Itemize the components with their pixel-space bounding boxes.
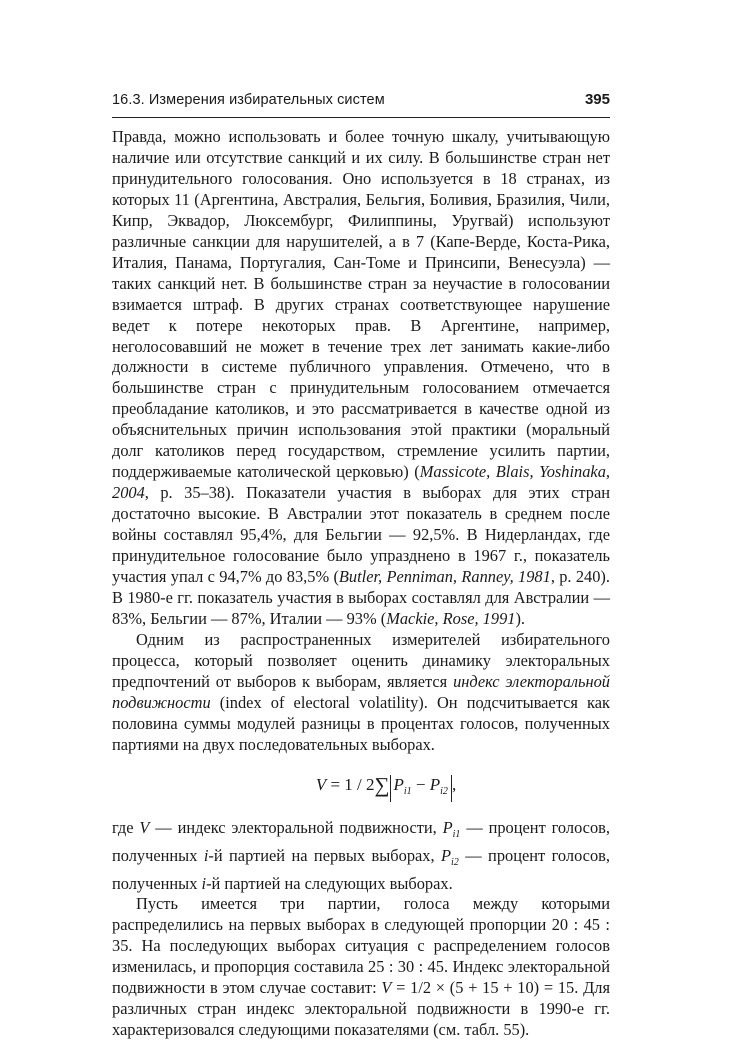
header-rule — [112, 117, 610, 118]
paragraph-example: Пусть имеется три партии, голоса между которыми распределились на первых выборах в следующей пропорции 20 : 45 : 35. На последующих выборах ситуация с распределением голосов изменилась, и пропорция составила 25 : 30 : 45. Индекс электоральной подвижности в этом случае составит: V = 1/2 × (5 + 15 + 10) = 15. Для различных стран индекс электоральной подвижности в 1990-е гг. характеризовался следующими показателями (см. табл. 55). — [112, 894, 610, 1040]
volatility-formula: V = 1 / 2∑ $P_{i1} - P_{i2}$ , — [162, 775, 610, 802]
sum-symbol: ∑ — [374, 772, 390, 797]
citation: Mackie, Rose, 1991 — [386, 608, 516, 628]
citation: Butler, Penniman, Ranney, 1981 — [338, 567, 551, 587]
page-number: 395 — [584, 91, 610, 108]
body-text — [112, 127, 610, 1041]
paragraph-compulsory-voting: Правда, можно использовать и более точную шкалу, учитывающую наличие или отсутствие санкций и их силу. В большинстве стран нет принудительного голосования. Оно используется в 18 странах, из которых 11 (Аргентина, Австралия, Бельгия, Боливия, Бразилия, Чили, Кипр, Эквадор, Люксембург, Филиппины, Уругвай) используют различные санкции для нарушителей, а в 7 (Капе-Верде, Коста-Рика, Италия, Панама, Португалия, Сан-Томе и Принсипи, Венесуэла) — таких санкций нет. В большинстве стран за неучастие в голосовании взимается штраф. В других странах соответствующее нарушение ведет к потере некоторых прав. В Аргентине, например, неголосовавший не может в течение трех лет занимать какие-либо должности в системе публичного управления. Отмечено, что в большинстве стран с принудительным голосованием отмечается преобладание католиков, и это рассматривается в качестве одной из объяснительных причин использования этой практики (моральный долг католиков перед государством, стремление усилить партии, поддерживаемые католической церковью) (Massicote, Blais, Yoshinaka, 2004, p. 35–38). Показатели участия в выборах для этих стран достаточно высокие. В Австралии этот показатель в среднем после войны составлял 95,4%, для Бельгии — 92,5%. В Нидерландах, где принудительное голосование было упразднено в 1967 г., показатель участия упал с 94,7% до 83,5% (Butler, Penniman, Ranney, 1981, p. 240). В 1980-е гг. показатель участия в выборах составлял для Австралии — 83%, Бельгии — 87%, Италии — 93% (Mackie, Rose, 1991). — [112, 127, 610, 628]
term: индекс электоральной подвижности — [112, 671, 610, 712]
running-title: 16.3. Измерения избирательных систем — [112, 92, 385, 108]
paragraph-volatility-index: Одним из распространенных измерителей избирательного процесса, который позволяет оценить динамику электоральных предпочтений от выборов к выборам, является индекс электоральной подвижности (index of electoral volatility). Он подсчитывается как половина суммы модулей разницы в процентах голосов, полученных партиями на двух последовательных выборах. — [112, 629, 610, 754]
running-header — [112, 92, 610, 114]
paragraph-formula-legend: где V — индекс электоральной подвижности, $P_{i1}$ — процент голосов, полученных i-й партией на первых выборах, $P_{i2}$ — процент голосов, полученных i-й партией на следующих выборах. — [112, 817, 610, 893]
citation: Massicote, Blais, Yoshinaka, 2004 — [112, 462, 610, 503]
absolute-value: $P_{i1} - P_{i2}$ — [390, 775, 452, 802]
